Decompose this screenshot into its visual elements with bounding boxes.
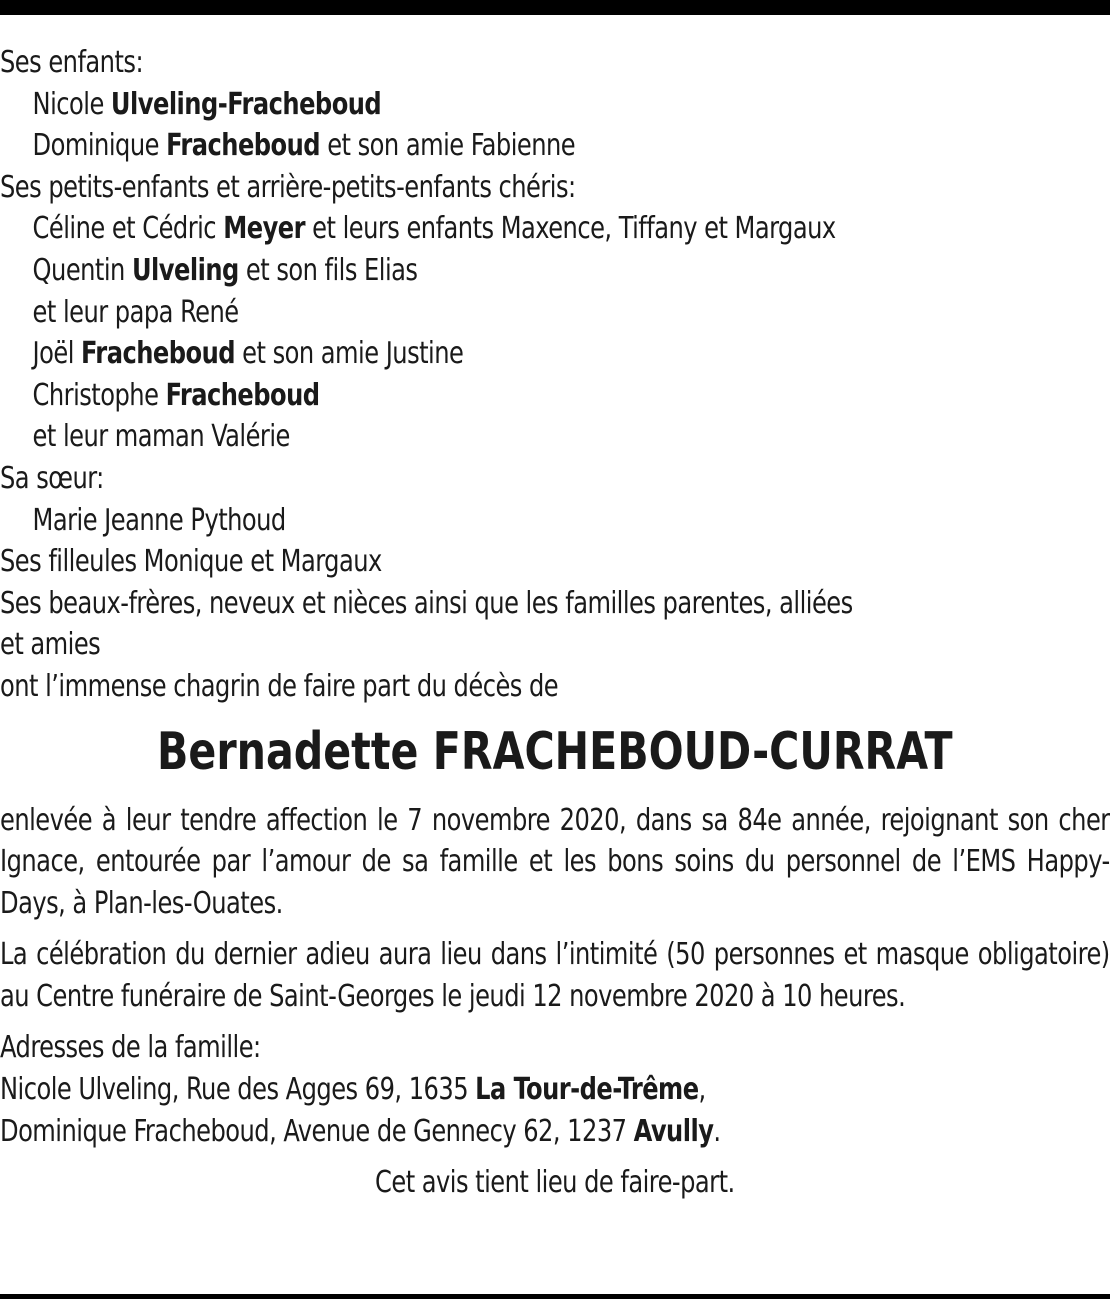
address-city: La Tour-de-Trême bbox=[475, 1072, 699, 1108]
address-punctuation: . bbox=[713, 1113, 721, 1149]
death-paragraph: enlevée à leur tendre affection le 7 novembre 2020, dans sa 84e année, rejoignant son cher Ignace, entourée par l’amour de sa famille et les bons soins du personnel de l’EMS Happy-Days, à Plan-les-Ouates. bbox=[0, 802, 1110, 921]
top-rule bbox=[0, 0, 1110, 15]
address-text: Dominique Fracheboud, Avenue de Gennecy 62, 1237 bbox=[0, 1113, 627, 1149]
deceased-name: Bernadette FRACHEBOUD-CURRAT bbox=[157, 721, 953, 782]
grandchild-first-name: Joël bbox=[32, 336, 74, 372]
relatives-line: Ses beaux-frères, neveux et nièces ainsi que les familles parentes, alliées bbox=[0, 585, 853, 621]
children-heading: Ses enfants: bbox=[0, 45, 144, 80]
obituary-notice bbox=[0, 42, 1110, 1204]
grandchild-first-name: Quentin bbox=[32, 252, 125, 288]
grandchild-rest: et son fils Elias bbox=[245, 252, 418, 288]
goddaughters-line: Ses filleules Monique et Margaux bbox=[0, 544, 382, 580]
child-partner: et son amie Fabienne bbox=[327, 128, 576, 164]
child-entry bbox=[0, 125, 1110, 167]
grandchild-last-name: Fracheboud bbox=[81, 336, 236, 372]
grandchild-entry bbox=[0, 333, 1110, 375]
family-address bbox=[0, 1069, 1110, 1111]
grandchild-rest: et son amie Justine bbox=[242, 336, 464, 372]
child-last-name: Ulveling-Fracheboud bbox=[110, 86, 382, 122]
bottom-rule bbox=[0, 1294, 1110, 1299]
grandchild-last-name: Meyer bbox=[223, 211, 306, 247]
child-last-name: Fracheboud bbox=[166, 128, 321, 164]
grandchild-entry bbox=[0, 208, 1110, 250]
grandchild-parent: et leur papa René bbox=[32, 294, 239, 330]
announcement-line: ont l’immense chagrin de faire part du décès de bbox=[0, 668, 559, 704]
grandchild-entry bbox=[0, 250, 1110, 292]
grandchild-parent: et leur maman Valérie bbox=[32, 419, 290, 455]
child-first-name: Nicole bbox=[32, 86, 104, 122]
grandchild-last-name: Fracheboud bbox=[165, 377, 320, 413]
grandchild-first-name: Christophe bbox=[32, 377, 159, 413]
grandchild-last-name: Ulveling bbox=[131, 252, 239, 288]
address-text: Nicole Ulveling, Rue des Agges 69, 1635 bbox=[0, 1072, 469, 1108]
family-address bbox=[0, 1111, 1110, 1153]
grandchild-entry bbox=[0, 375, 1110, 417]
ceremony-paragraph: La célébration du dernier adieu aura lieu dans l’intimité (50 personnes et masque obligatoire) au Centre funéraire de Saint-Georges le jeudi 12 novembre 2020 à 10 heures. bbox=[0, 937, 1110, 1014]
child-entry bbox=[0, 84, 1110, 126]
grandchildren-heading: Ses petits-enfants et arrière-petits-enfants chéris: bbox=[0, 169, 576, 205]
address-punctuation: , bbox=[698, 1072, 706, 1108]
closing-line: Cet avis tient lieu de faire-part. bbox=[375, 1165, 735, 1201]
sister-heading: Sa sœur: bbox=[0, 460, 104, 496]
grandchild-rest: et leurs enfants Maxence, Tiffany et Margaux bbox=[312, 211, 836, 247]
sister-name: Marie Jeanne Pythoud bbox=[32, 502, 286, 538]
relatives-line: et amies bbox=[0, 627, 101, 663]
addresses-heading: Adresses de la famille: bbox=[0, 1030, 261, 1066]
child-first-name: Dominique bbox=[32, 128, 159, 164]
grandchild-first-name: Céline et Cédric bbox=[32, 211, 217, 247]
address-city: Avully bbox=[633, 1113, 714, 1149]
